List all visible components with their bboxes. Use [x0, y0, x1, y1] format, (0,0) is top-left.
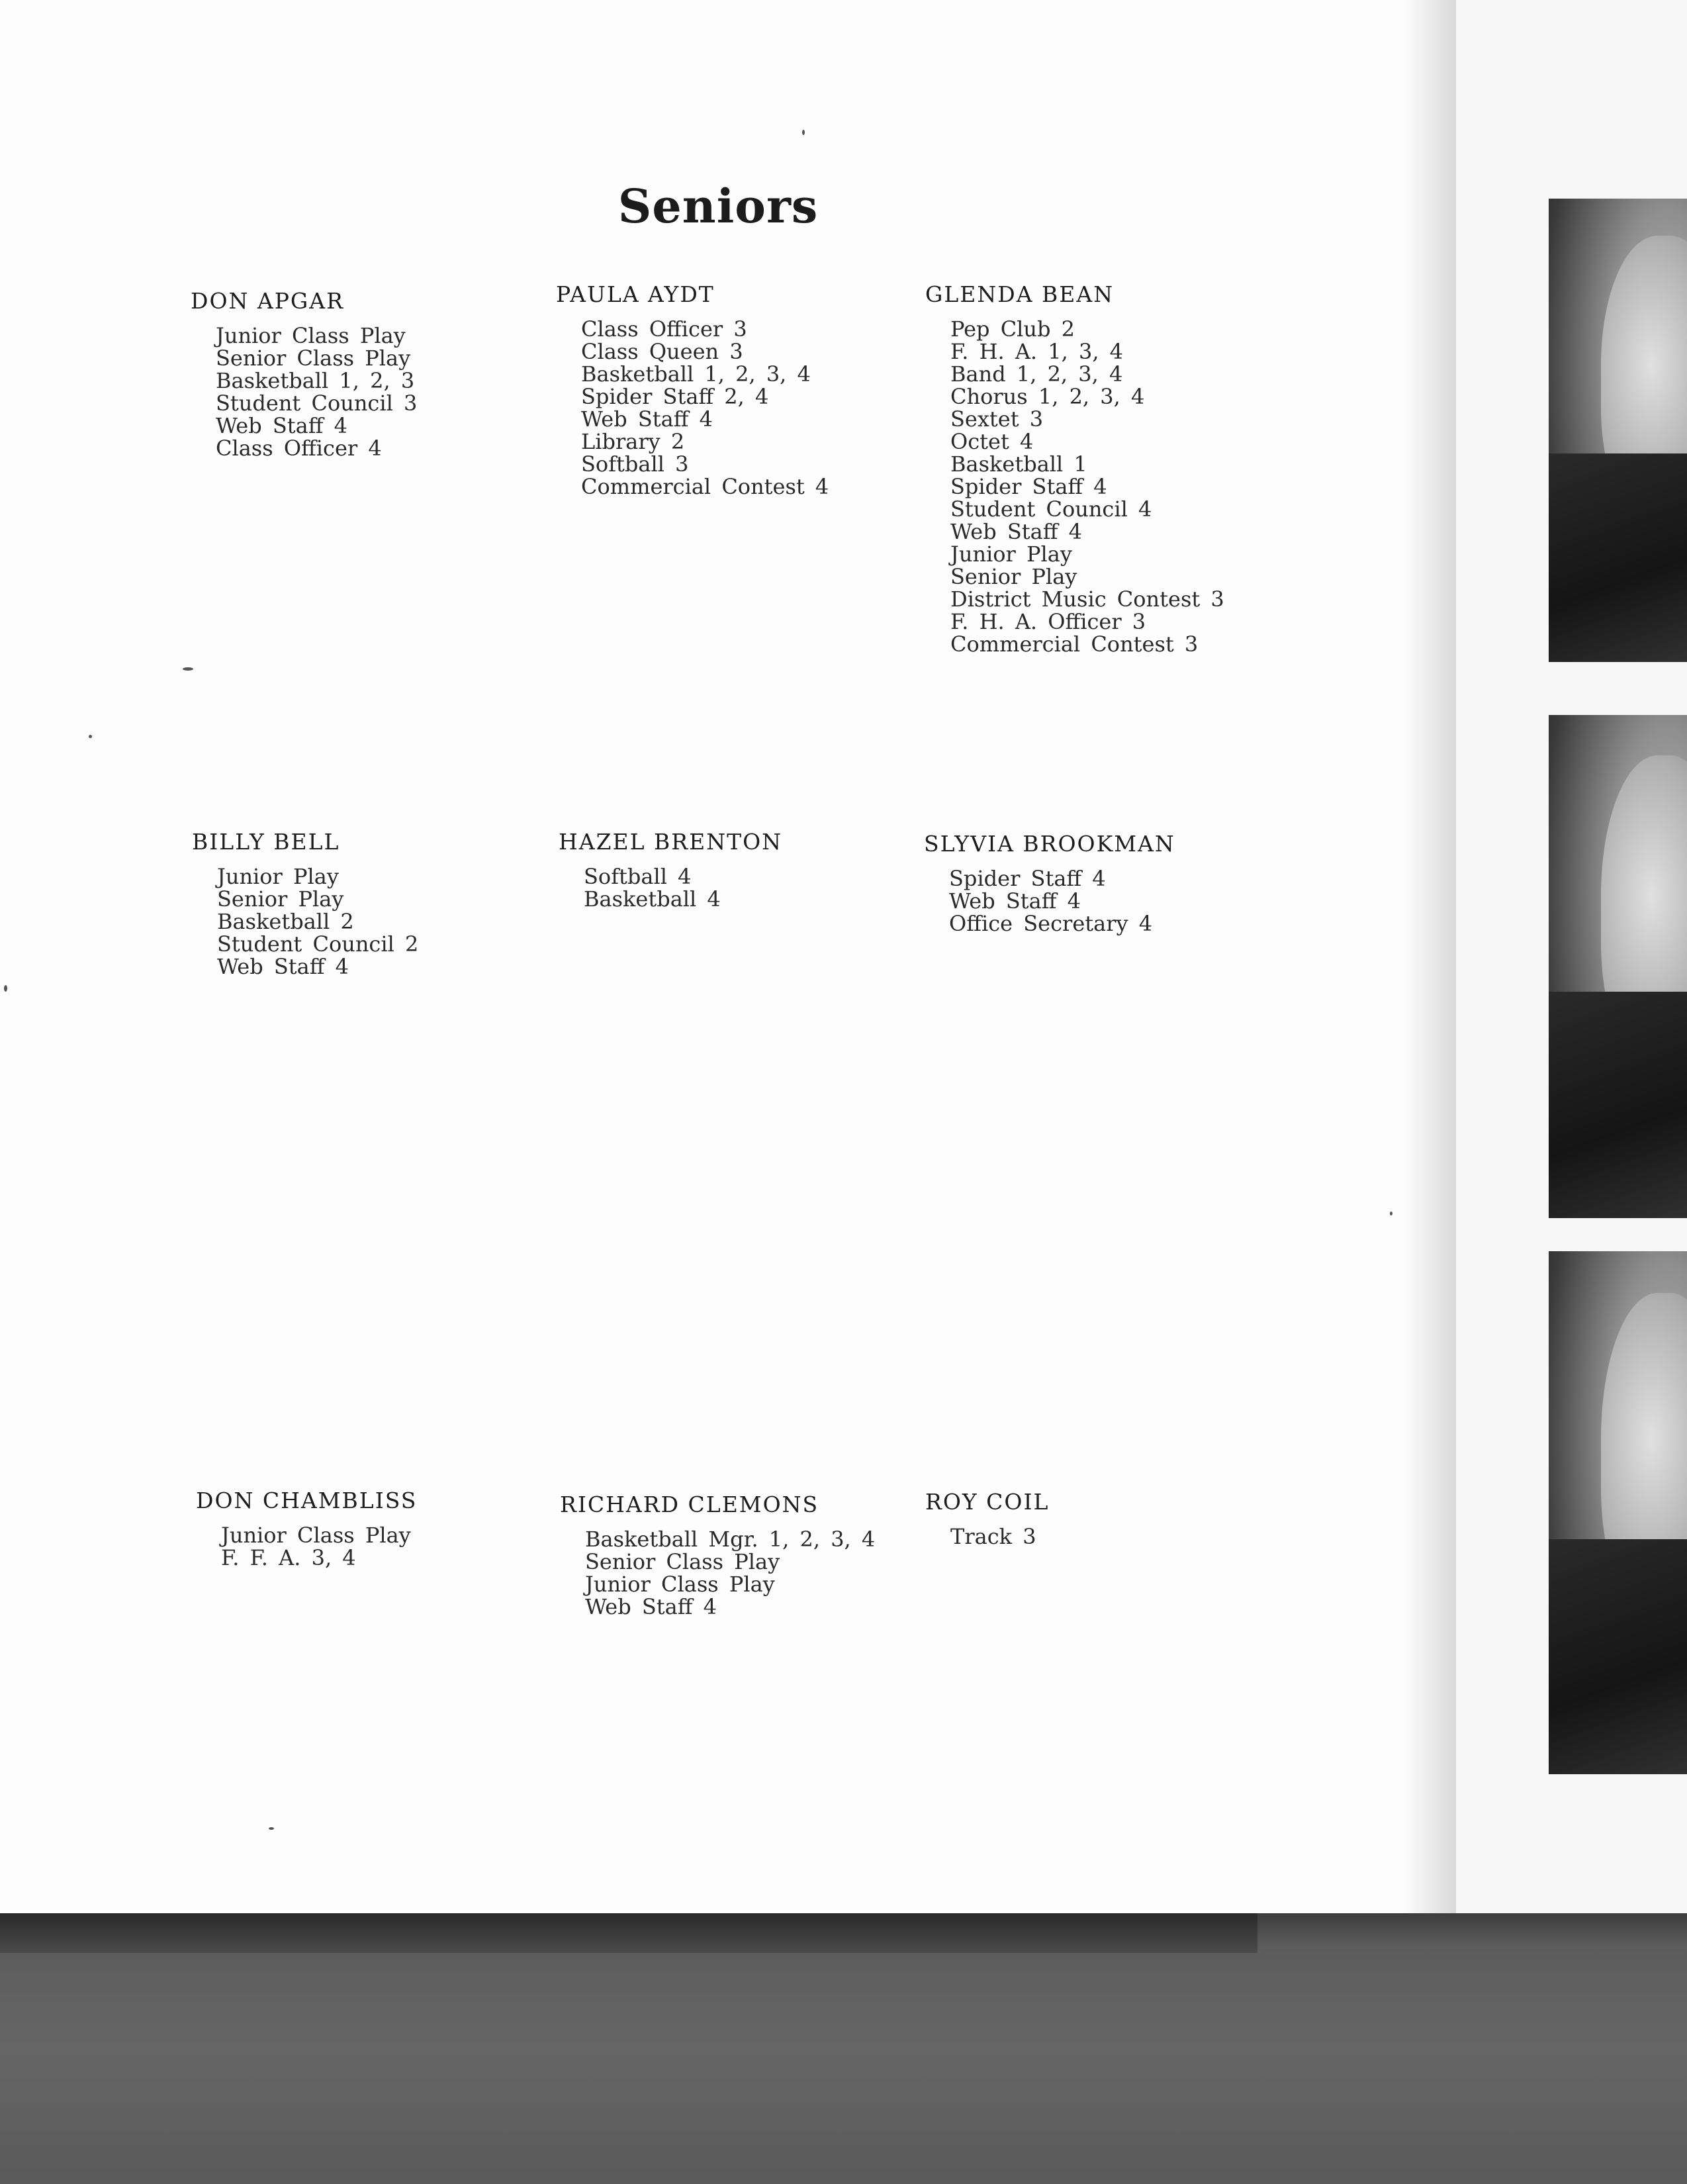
- activity-list: [217, 865, 418, 978]
- senior-entry: [925, 283, 1224, 655]
- senior-portrait-photo: [1549, 715, 1687, 1218]
- activity-item: F. H. A. 1, 3, 4: [950, 339, 1124, 364]
- activity-list: [216, 324, 417, 459]
- activity-item: F. H. A. Officer 3: [950, 609, 1146, 634]
- activity-list: [584, 865, 782, 910]
- activity-item: Softball 4: [584, 864, 692, 889]
- senior-portrait-photo: [1549, 1251, 1687, 1774]
- scan-speck: [4, 985, 7, 992]
- activity-item: District Music Contest 3: [950, 587, 1224, 612]
- scan-speck: [89, 735, 92, 738]
- activity-list: [585, 1528, 875, 1618]
- activity-item: Class Officer 4: [216, 436, 382, 461]
- activity-item: Junior Play: [217, 864, 339, 889]
- senior-entry: [925, 1491, 1049, 1548]
- activity-item: Basketball Mgr. 1, 2, 3, 4: [585, 1527, 876, 1552]
- senior-name: ROY COIL: [925, 1489, 1050, 1515]
- activity-item: Commercial Contest 3: [950, 632, 1199, 657]
- activity-item: Softball 3: [581, 451, 689, 477]
- activity-item: Class Queen 3: [581, 339, 743, 364]
- activity-item: Basketball 1, 2, 3: [216, 368, 415, 393]
- activity-item: Office Secretary 4: [949, 911, 1153, 936]
- activity-item: Senior Play: [950, 564, 1077, 589]
- activity-item: Basketball 1, 2, 3, 4: [581, 361, 811, 387]
- scan-speck: [802, 130, 805, 135]
- activity-item: Web Staff 4: [950, 519, 1082, 544]
- activity-item: Library 2: [581, 429, 685, 454]
- activity-item: Senior Class Play: [216, 346, 411, 371]
- activity-item: Web Staff 4: [581, 406, 713, 432]
- senior-entry: [924, 833, 1175, 935]
- activity-item: Web Staff 4: [585, 1594, 717, 1619]
- activity-item: Band 1, 2, 3, 4: [950, 361, 1123, 387]
- activity-item: Basketball 4: [584, 886, 721, 912]
- scan-background: [0, 1913, 1687, 2184]
- senior-name: PAULA AYDT: [556, 281, 715, 307]
- activity-item: Student Council 4: [950, 497, 1152, 522]
- activity-item: Spider Staff 4: [949, 866, 1106, 891]
- scan-speck: [183, 667, 193, 671]
- senior-name: SLYVIA BROOKMAN: [924, 831, 1175, 857]
- scan-speck: [269, 1827, 274, 1830]
- activity-item: Basketball 2: [217, 909, 354, 934]
- activity-list: [950, 1525, 1049, 1548]
- activity-item: Web Staff 4: [216, 413, 347, 438]
- book-bottom-edge: [0, 1913, 1257, 1953]
- activity-item: Senior Class Play: [585, 1549, 780, 1574]
- activity-item: Student Council 2: [217, 931, 419, 957]
- activity-item: Class Officer 3: [581, 316, 747, 342]
- activity-item: Chorus 1, 2, 3, 4: [950, 384, 1145, 409]
- senior-portrait-photo: [1549, 199, 1687, 662]
- senior-name: DON CHAMBLISS: [196, 1488, 418, 1513]
- senior-name: HAZEL BRENTON: [559, 829, 783, 855]
- activity-item: F. F. A. 3, 4: [221, 1545, 356, 1570]
- activity-list: [949, 867, 1175, 935]
- activity-item: Spider Staff 4: [950, 474, 1107, 499]
- senior-entry: [556, 283, 829, 498]
- senior-name: BILLY BELL: [192, 829, 340, 855]
- senior-entry: [191, 290, 417, 459]
- activity-item: Track 3: [950, 1524, 1036, 1549]
- activity-item: Basketball 1: [950, 451, 1087, 477]
- activity-item: Spider Staff 2, 4: [581, 384, 769, 409]
- senior-entry: [192, 831, 418, 978]
- activity-item: Student Council 3: [216, 391, 418, 416]
- senior-entry: [559, 831, 782, 910]
- activity-item: Junior Play: [950, 542, 1072, 567]
- page-title: Seniors: [617, 179, 819, 234]
- activity-list: [581, 318, 829, 498]
- activity-list: [950, 318, 1224, 655]
- activity-item: Junior Class Play: [585, 1572, 775, 1597]
- activity-item: Web Staff 4: [217, 954, 349, 979]
- activity-item: Sextet 3: [950, 406, 1044, 432]
- activity-item: Pep Club 2: [950, 316, 1075, 342]
- activity-item: Octet 4: [950, 429, 1034, 454]
- senior-name: GLENDA BEAN: [925, 281, 1115, 307]
- activity-item: Senior Play: [217, 886, 344, 912]
- activity-item: Junior Class Play: [221, 1523, 411, 1548]
- senior-name: DON APGAR: [191, 288, 344, 314]
- activity-item: Junior Class Play: [216, 323, 406, 348]
- senior-name: RICHARD CLEMONS: [560, 1492, 819, 1517]
- senior-entry: [560, 1494, 875, 1618]
- activity-item: Commercial Contest 4: [581, 474, 829, 499]
- activity-item: Web Staff 4: [949, 888, 1081, 914]
- activity-list: [221, 1524, 417, 1569]
- senior-entry: [196, 1490, 417, 1569]
- scan-speck: [1390, 1211, 1392, 1215]
